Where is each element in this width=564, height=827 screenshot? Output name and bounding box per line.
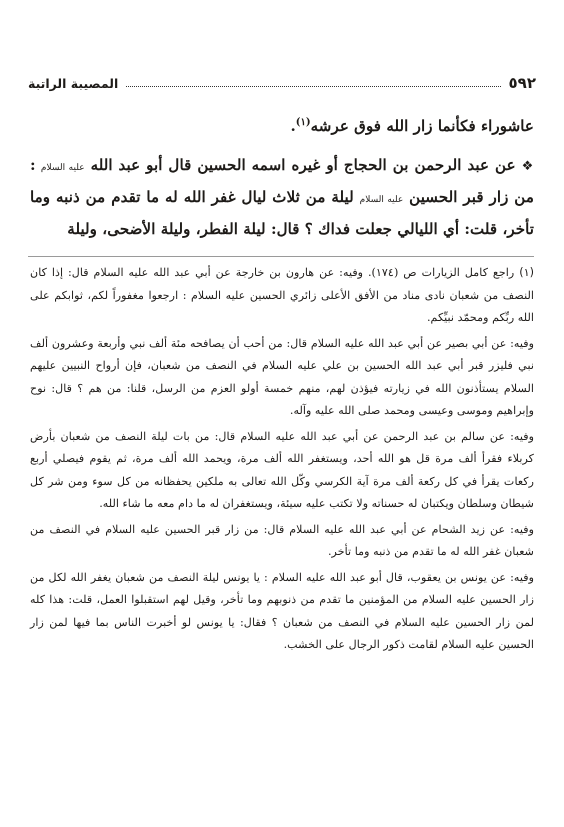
bullet-icon: ❖ xyxy=(521,159,535,174)
page-number: ٥٩٢ xyxy=(508,74,536,92)
footnote-paragraph xyxy=(30,426,534,516)
footnote-text: وفيه: عن سالم بن عبد الرحمن عن أبي عبد الله عليه السلام قال: من بات ليلة النصف من شعبان بأرض كربلاء فقرأ ألف مرة قل هو الله أحد، ويستغفر الله ألف مرة، ويحمد الله ألف مرة، ثم يقوم فيصلي أربع ركعات يقرأ في كل ركعة ألف مرة آية الكرسي وكّل الله تعالى به ملكين يحفظانه من كل سوء ومن شر كل شيطان وسلطان ويكتبان له حسناته ولا تكتب عليه سيئة، ويستغفران له ما دام معه ما شاء الله. xyxy=(30,429,534,510)
paragraph-2 xyxy=(30,151,534,244)
footnote-text: وفيه: عن يونس بن يعقوب، قال أبو عبد الله عليه السلام : يا يونس ليلة النصف من شعبان يغفر الله لكل من زار الحسين عليه السلام من المؤمنين ما تقدم من ذنوبهم وما تأخر، وقيل لهم استقبلوا العمل، قلت: هذا كله لمن زار الحسين عليه السلام في النصف من شعبان ؟ فقال: يا يونس لو أخبرت الناس بما فيها لمن زار الحسين عليه السلام لقامت ذكور الرجال على الخشب. xyxy=(30,570,534,651)
footnote-reference: (١) xyxy=(295,116,311,128)
paragraph-1-end: . xyxy=(290,117,296,135)
paragraph-1-text: عاشوراء فكأنما زار الله فوق عرشه xyxy=(310,117,534,135)
footnote-text: وفيه: عن زيد الشحام عن أبي عبد الله عليه السلام قال: من زار قبر الحسين عليه السلام في النصف من شعبان غفر الله له ما تقدم من ذنبه وما تأخر. xyxy=(30,522,534,558)
footnotes xyxy=(30,262,534,657)
running-title: المصيبة الراتبة xyxy=(28,75,119,91)
footnote-paragraph xyxy=(30,262,534,330)
footnote-separator xyxy=(28,256,534,257)
page-header xyxy=(28,72,536,94)
footnote-text: وفيه: عن أبي بصير عن أبي عبد الله عليه السلام قال: من أحب أن يصافحه مئة ألف نبي وأربعة وعشرون ألف نبي فليزر قبر أبي عبد الله الحسين بن علي عليه السلام في النصف من شعبان، فإن أرواح النبيين عليهم السلام يستأذنون الله في زيارته فيؤذن لهم، منهم خمسة أولو العزم من الرسل، قلنا: من هم ؟ قال: نوح وإبراهيم وموسى وعيسى ومحمد صلى الله عليه وآله. xyxy=(30,336,534,417)
footnote-paragraph xyxy=(30,333,534,423)
salawat-mark: عليه السلام xyxy=(359,195,404,205)
footnote-paragraph xyxy=(30,567,534,657)
footnote-paragraph xyxy=(30,519,534,564)
paragraph-1 xyxy=(30,112,534,141)
header-dotted-rule xyxy=(126,86,500,87)
footnote-label: (١) xyxy=(519,266,534,279)
paragraph-2-part-2: : من زار قبر الحسين xyxy=(30,156,534,206)
paragraph-2-part-3: ليلة من ثلاث ليال غفر الله له ما تقدم من ذنبه وما تأخر، قلت: أي الليالي جعلت فداك ؟ قال: ليلة الفطر، وليلة الأضحى، وليلة xyxy=(30,188,534,238)
main-text xyxy=(30,112,534,244)
footnote-text: راجع كامل الزيارات ص (١٧٤). وفيه: عن هارون بن خارجة عن أبي عبد الله عليه السلام قال: إذا كان النصف من شعبان نادى مناد من الأفق الأعلى زائري الحسين عليه السلام : ارجعوا مغفوراً لكم، ثوابكم على الله ربِّكم ومحمّد نبيِّكم. xyxy=(30,266,534,324)
salawat-mark: عليه السلام xyxy=(40,163,85,173)
paragraph-2-part-1: عن عبد الرحمن بن الحجاج أو غيره اسمه الحسين قال أبو عبد الله xyxy=(90,156,516,174)
